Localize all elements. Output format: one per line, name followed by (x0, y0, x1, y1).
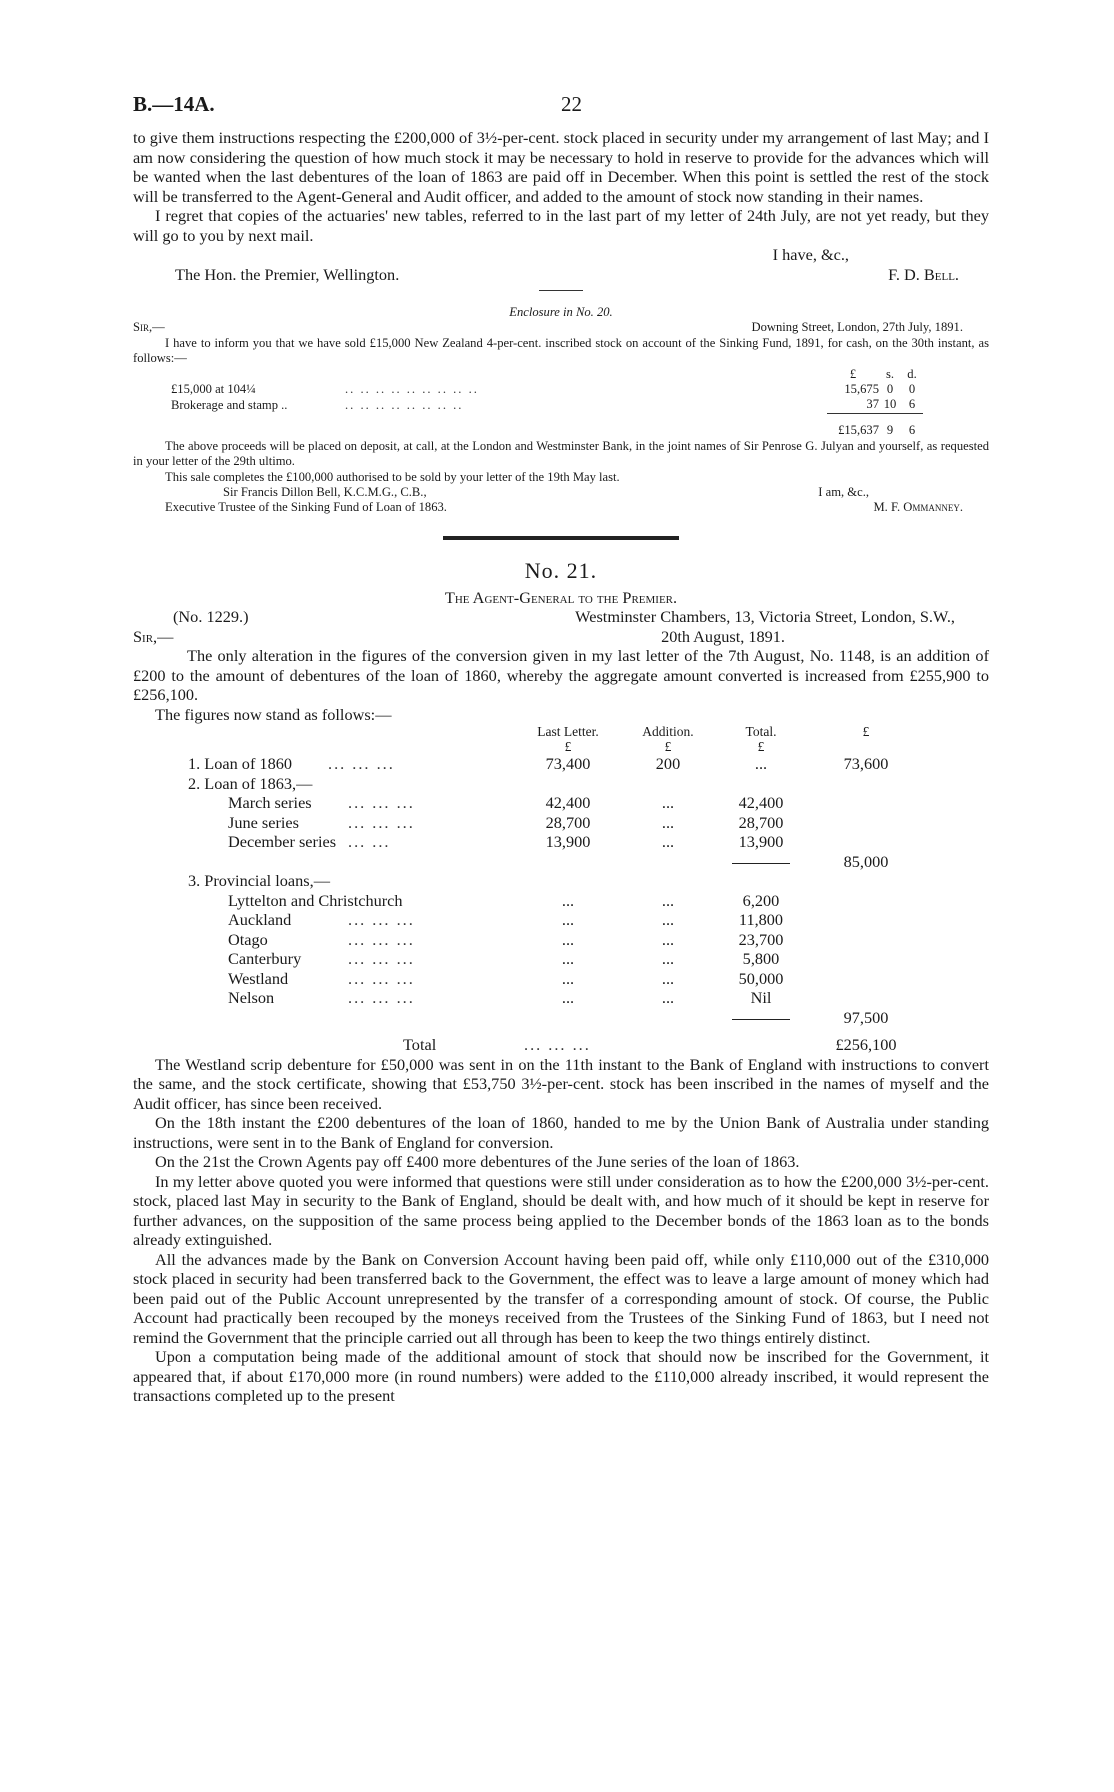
enclosure-footer-1 (133, 485, 989, 500)
figures-total-value: £256,100 (835, 1035, 897, 1055)
figures-addition: ... (661, 890, 675, 910)
figures-addition: ... (661, 968, 675, 988)
col-head-total: Total. (745, 724, 777, 740)
figures-row (188, 852, 928, 872)
figures-row (188, 930, 928, 950)
letter20-closing: I have, &c., (772, 245, 849, 264)
subtotal-rule (732, 1019, 790, 1020)
figures-label: Auckland (228, 910, 292, 930)
enclosure-title: Enclosure in No. 20. (509, 305, 613, 319)
letter21-body-paragraph: All the advances made by the Bank on Conversion Account having been paid off, while only £110,000 out of the £310,000 stock placed in security had been transferred back to the Government, the effect was to leave a large amount of money which had been paid out of the Public Account unrepresented by the transfer of a corresponding amount of stock. Of course, the Public Account had practically been recouped by the moneys received from the Trustees of the Sinking Fund of 1863, but I need not remind the Government that the principle carried out all through has been to keep the two things entirely distinct. (133, 1249, 989, 1347)
figures-last: ... (561, 890, 575, 910)
figures-dots: ... ... ... (348, 988, 415, 1008)
figures-total: Nil (750, 988, 772, 1008)
figures-last: ... (561, 929, 575, 949)
figures-dots: ... ... ... (328, 754, 395, 774)
account-item-label: Brokerage and stamp .. (171, 397, 288, 412)
figures-addition: ... (661, 812, 675, 832)
col-head-shillings: s. (885, 366, 895, 381)
enclosure-salutation: Sir,— (133, 320, 165, 335)
letter21-body-paragraph: On the 21st the Crown Agents pay off £400 more debentures of the June series of the loan of 1863. (155, 1152, 800, 1172)
figures-row (188, 1008, 928, 1028)
figures-grand: 97,500 (843, 1007, 889, 1027)
account-item-dots: .. .. .. .. .. .. .. .. (345, 397, 464, 412)
col-head-pence: d. (907, 366, 917, 381)
enclosure-footer-2 (133, 500, 989, 515)
letter-address-2: 20th August, 1891. (661, 626, 785, 646)
figures-row (188, 910, 928, 930)
letter-heading-2 (133, 627, 989, 647)
figures-row (188, 891, 928, 911)
figures-label: Otago (228, 929, 268, 949)
figures-total: 42,400 (738, 793, 784, 813)
letter21-body-paragraph: On the 18th instant the £200 debentures of the loan of 1860, handed to me by the Union Bank of Australia under standing instructions, were sent in to the Bank of England for conversion. (133, 1113, 989, 1152)
document-page (133, 92, 989, 1406)
figures-total-row (188, 1035, 928, 1055)
letter20-paragraph-2: I regret that copies of the actuaries' new tables, referred to in the last part of my letter of 24th July, are not yet ready, but they will go to you by next mail. (133, 206, 989, 245)
figures-addition: ... (661, 988, 675, 1008)
enclosure-account-table (171, 367, 923, 439)
enclosure-addressee-2: Executive Trustee of the Sinking Fund of Loan of 1863. (165, 500, 447, 515)
figures-total: 5,800 (742, 949, 780, 969)
account-item-pence: 6 (908, 397, 916, 412)
account-item-label: £15,000 at 104¼ (171, 382, 256, 397)
account-row (171, 397, 923, 413)
letter21-body-paragraph: In my letter above quoted you were informed that questions were still under consideration as to how the £200,000 3½-per-cent. stock, placed last May in security to the Bank of England, should be dealt with, and how much of it should be kept in reserve for further advances, on the supposition of the same process being applied to the December bonds of the 1863 loan as to the bonds already extinguished. (133, 1171, 989, 1250)
figures-label: Westland (228, 968, 289, 988)
letter-number: No. 21. (524, 557, 598, 583)
figures-last: 28,700 (545, 812, 591, 832)
figures-total-label: Total (403, 1035, 437, 1055)
figures-label: Canterbury (228, 949, 302, 969)
conversion-figures-table (188, 724, 928, 1055)
enclosure-address: Downing Street, London, 27th July, 1891. (751, 320, 963, 335)
account-row (171, 382, 923, 397)
figures-dots: ... ... ... (348, 968, 415, 988)
account-total-row (171, 423, 923, 438)
letter20-paragraph-1: to give them instructions respecting the £200,000 of 3½-per-cent. stock placed in security under my arrangement of last May; and I am now considering the question of how much stock it may be necessary to hold in reserve to provide for the advances which will be wanted when the last debentures of the loan of 1863 are paid off in December. When this point is settled the rest of the stock will be transferred to the Agent-General and Audit officer, and added to the amount of stock now standing in their names. (133, 128, 989, 206)
account-item-dots: .. .. .. .. .. .. .. .. .. (345, 382, 479, 397)
figures-addition: ... (661, 949, 675, 969)
page-number: 22 (561, 92, 582, 116)
figures-last: ... (561, 988, 575, 1008)
letter-address-1: Westminster Chambers, 13, Victoria Street, London, S.W., (575, 607, 955, 627)
letter20-footer (133, 265, 989, 285)
currency-mark: £ (664, 739, 672, 755)
figures-dots: ... ... ... (348, 929, 415, 949)
enclosure-intro: I have to inform you that we have sold £15,000 New Zealand 4-per-cent. inscribed stock on account of the Sinking Fund, 1891, for cash, on the 30th instant, as follows:— (133, 335, 989, 366)
letter20-signature: F. D. Bell. (888, 264, 959, 284)
figures-total: 28,700 (738, 812, 784, 832)
figures-total: ... (754, 754, 768, 774)
figures-dots: ... ... ... (348, 949, 415, 969)
figures-total: 23,700 (738, 929, 784, 949)
letter-title: The Agent-General to the Premier. (444, 587, 678, 607)
divider-short (539, 290, 583, 291)
figures-total-dots: ... ... ... (524, 1035, 591, 1055)
figures-row (188, 871, 928, 891)
letter-reference: (No. 1229.) (173, 607, 249, 627)
figures-label: 2. Loan of 1863,— (188, 773, 313, 793)
figures-label: December series (228, 832, 337, 852)
figures-row (188, 774, 928, 794)
figures-row (188, 793, 928, 813)
enclosure-closing: I am, &c., (818, 484, 869, 499)
figures-dots: ... ... ... (348, 812, 415, 832)
figures-addition: ... (661, 929, 675, 949)
currency-mark: £ (564, 739, 572, 755)
letter20-addressee: The Hon. the Premier, Wellington. (175, 264, 400, 284)
figures-dots: ... ... (348, 832, 391, 852)
section-divider (443, 536, 679, 540)
enclosure-paragraph-3: This sale completes the £100,000 authorised to be sold by your letter of the 19th May last. (165, 469, 620, 484)
document-reference: B.—14A. (133, 92, 215, 116)
account-item-shillings: 10 (883, 397, 897, 412)
col-head-currency: £ (862, 724, 870, 740)
figures-last: 42,400 (545, 793, 591, 813)
figures-total: 13,900 (738, 832, 784, 852)
currency-mark: £ (757, 739, 765, 755)
account-total-pounds: £15,637 (838, 423, 879, 438)
figures-last: ... (561, 968, 575, 988)
figures-row (188, 988, 928, 1008)
figures-addition: ... (661, 832, 675, 852)
figures-last: 73,400 (545, 754, 591, 774)
figures-addition: ... (661, 793, 675, 813)
page-header (133, 92, 989, 128)
letter-salutation: Sir,— (133, 626, 174, 646)
figures-row (188, 969, 928, 989)
figures-label: March series (228, 793, 312, 813)
figures-grand: 85,000 (843, 851, 889, 871)
enclosure-paragraph-2: The above proceeds will be placed on deposit, at call, at the London and Westminster Bank, in the joint names of Sir Penrose G. Julyan and yourself, as requested in your letter of the 29th ultimo. (133, 438, 989, 469)
figures-grand: 73,600 (843, 754, 889, 774)
account-item-shillings: 0 (886, 382, 894, 397)
account-item-pence: 0 (908, 382, 916, 397)
col-head-pounds: £ (849, 366, 857, 381)
figures-label: Lyttelton and Christchurch (228, 890, 403, 910)
letter21-paragraph-1: The only alteration in the figures of the conversion given in my last letter of the 7th August, No. 1148, is an addition of £200 to the amount of debentures of the loan of 1860, whereby the aggregate amount converted is increased from £255,900 to £256,100. (133, 646, 989, 705)
letter21-body (133, 1055, 989, 1406)
letter21-body-paragraph: The Westland scrip debenture for £50,000 was sent in on the 11th instant to the Bank of England with instructions to convert the same, and the stock certificate, showing that £53,750 3½-per-cent. stock has been inscribed in the names of myself and the Audit officer, has since been received. (133, 1054, 989, 1113)
figures-addition: ... (661, 910, 675, 930)
figures-label: June series (228, 812, 299, 832)
letter21-body-paragraph: Upon a computation being made of the additional amount of stock that should now be inscribed for the Government, it appeared that, if about £170,000 more (in round numbers) were added to the £110,000 already inscribed, it would represent the transactions completed up to the present (133, 1347, 989, 1406)
figures-row (188, 754, 928, 774)
figures-label: 1. Loan of 1860 (188, 754, 292, 774)
figures-label: Nelson (228, 988, 275, 1008)
figures-label: 3. Provincial loans,— (188, 871, 330, 891)
figures-dots: ... ... ... (348, 910, 415, 930)
letter-heading (133, 607, 989, 627)
account-total-pence: 6 (908, 423, 916, 438)
subtotal-rule (732, 863, 790, 864)
account-item-pounds: 15,675 (844, 382, 879, 397)
enclosure-heading (133, 320, 989, 335)
figures-last: ... (561, 949, 575, 969)
col-head-addition: Addition. (642, 724, 694, 740)
account-total-shillings: 9 (886, 423, 894, 438)
letter21-paragraph-2: The figures now stand as follows:— (155, 704, 392, 724)
account-item-pounds: 37 (866, 397, 879, 412)
figures-row (188, 813, 928, 833)
figures-dots: ... ... ... (348, 793, 415, 813)
figures-row (188, 832, 928, 852)
enclosure-signature: M. F. Ommanney. (873, 500, 963, 515)
figures-addition: 200 (655, 754, 681, 774)
enclosure-addressee-1: Sir Francis Dillon Bell, K.C.M.G., C.B., (223, 484, 427, 499)
figures-total: 11,800 (738, 910, 784, 930)
figures-row (188, 949, 928, 969)
figures-total: 6,200 (742, 890, 780, 910)
col-head-last-letter: Last Letter. (537, 724, 599, 740)
figures-last: 13,900 (545, 832, 591, 852)
figures-last: ... (561, 910, 575, 930)
figures-total: 50,000 (738, 968, 784, 988)
